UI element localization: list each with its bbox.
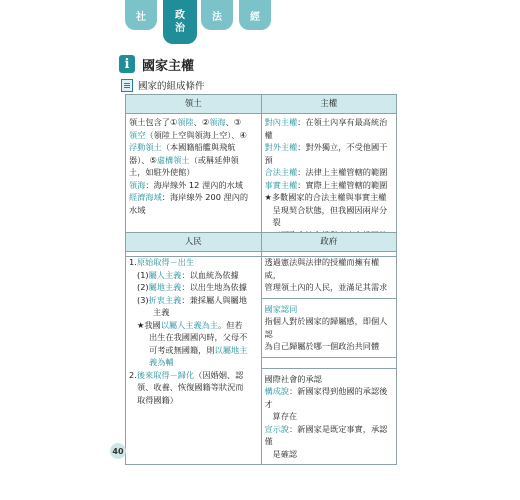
tab-social[interactable] [125,0,157,30]
section-heading [119,53,194,75]
note: 呈現契合狀態，但我國因兩岸分裂 [272,204,388,227]
table-header: 人民 [126,233,262,252]
tab-label: 政 [175,10,185,21]
text: ：法律上主權管轄的範圍 [297,167,388,177]
term: 經濟海域 [129,192,162,202]
text: 水域 [129,204,146,215]
text: (2) [137,282,149,292]
term: 領海 [209,117,226,127]
tab-label: 治 [175,23,185,34]
text: ★我國 [137,319,161,330]
text: 領、收養、恢復國籍等狀況而 [137,382,244,392]
tab-label: 經 [250,11,260,23]
tab-politics[interactable] [163,0,197,44]
text: ：兼採屬人與屬地 [181,294,247,305]
text: 1. [129,257,137,267]
term: 對內主權 [264,117,298,127]
text: 、② [193,117,210,127]
text: ：對外獨立，不受他國干預 [264,142,388,165]
term: 後來取得－歸化 [136,369,195,380]
national-identity-block [262,299,397,358]
government-definition [262,252,397,299]
table-header: 主權 [261,95,397,114]
term: 虛構領土 [156,154,190,165]
government-cell [261,252,397,465]
text: （或稱延伸領 [189,154,239,165]
term: 領陸 [177,117,194,127]
text: ：海岸線外 200 浬內的 [161,192,249,202]
section-title: 國家主權 [142,58,195,74]
people-cell [126,252,262,465]
term: 對外主權 [264,142,298,152]
table-header: 領土 [126,95,262,114]
text: 算存在 [272,411,298,421]
subsection-title: 國家的組成條件 [138,81,205,92]
term: 國家認同 [264,303,298,314]
text: 為自己歸屬於哪一個政治共同體 [264,341,380,351]
term: 義為輔 [149,357,174,367]
text: 2. [129,369,137,380]
text: ：在領土內享有最高統治權 [264,117,388,140]
international-recognition-block [262,368,397,465]
text: 領土包含了① [129,117,178,127]
term: 領海 [129,179,146,190]
text: 管理領土內的人民，並滿足其需求 [264,282,388,292]
term: 宣示說 [264,423,290,434]
spacer [262,358,397,368]
text: ：以出生地為依據 [181,282,247,292]
text: （本國籍船艦與飛航 [161,142,236,152]
text: ：實際上主權管轄的範圍 [297,179,388,190]
text: 土，如駐外使館） [129,167,195,177]
table-header: 政府 [261,233,397,252]
text: 器）、⑤ [129,154,157,165]
info-icon: i [119,55,135,73]
term: 以屬人主義為主 [160,319,219,330]
text: ：新國家得到他國的承認後才 [264,386,388,409]
term: 屬人主義 [148,269,182,280]
term: 領空 [129,129,146,140]
term: 折衷主義 [148,294,182,305]
subject-tabs [108,0,268,46]
text: ：海岸線外 12 浬內的水域 [145,179,243,190]
term: 構成說 [264,386,290,396]
term: 以屬地主 [214,344,248,355]
page-number: 40 [110,443,126,459]
term: 原始取得－出生 [136,257,195,267]
text: 、③ [225,117,242,127]
text: 是確認 [272,448,298,459]
term: 合法主權 [264,167,298,177]
tab-economics[interactable] [239,0,271,30]
text: ：以血統為依據 [181,269,239,280]
text: 透過憲法與法律的授權而擁有權威， [264,257,380,280]
text: 出生在我國國內時，父母不 [149,332,248,342]
tab-label: 社 [136,11,146,23]
text: 指個人對於國家的歸屬感，即個人認 [264,316,388,339]
term: 浮動領土 [129,142,162,152]
tab-law[interactable] [201,0,233,30]
text: 國際社會的承認 [264,373,322,384]
text: ：新國家是既定事實，承認僅 [264,423,388,446]
text: (3) [137,294,149,305]
term: 事實主權 [264,179,298,190]
note: ★多數國家的合法主權與事實主權 [264,192,387,202]
tab-label: 法 [212,11,222,23]
text: (1) [137,269,149,280]
text: 。但若 [218,319,243,330]
text: （領陸上空與領海上空）、④ [145,129,247,140]
text: 主義 [153,307,170,317]
text: 取得國籍） [137,394,178,405]
document-icon [121,79,133,92]
term: 屬地主義 [148,282,182,292]
text: 可考或無國籍，則 [149,344,215,355]
subsection-heading [121,78,205,92]
people-government-table [125,232,397,465]
text: （因婚姻、認 [194,369,244,380]
